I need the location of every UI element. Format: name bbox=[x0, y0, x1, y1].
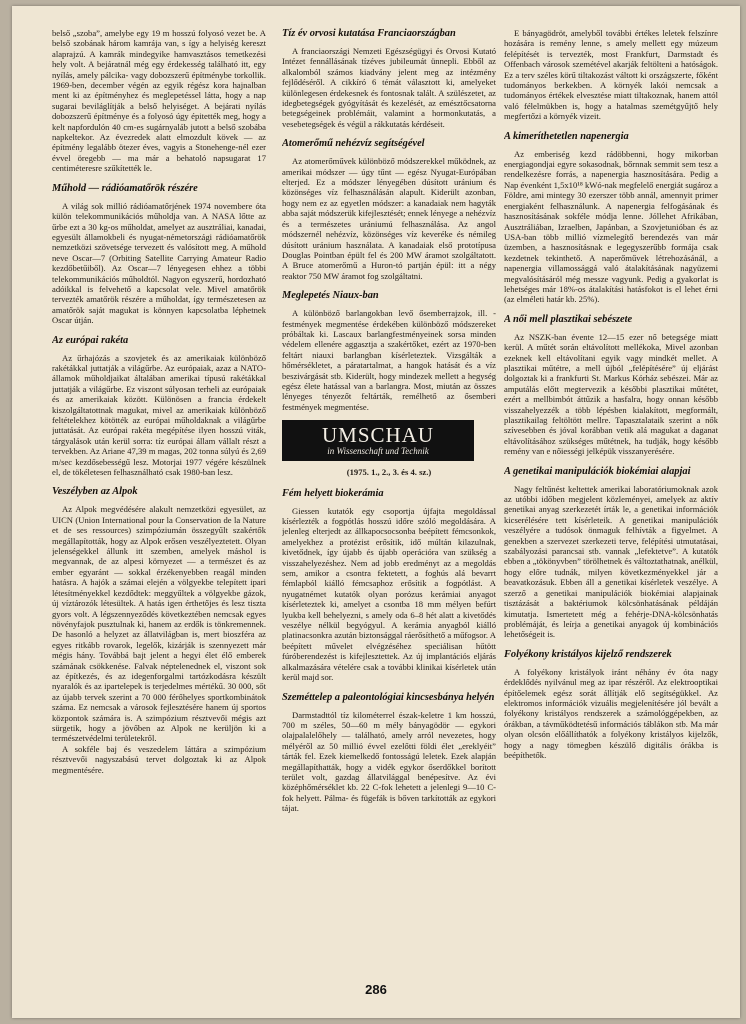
section-heading: Folyékony kristályos kijelző rendszerek bbox=[504, 648, 672, 660]
section-heading: A női mell plasztikai sebészete bbox=[504, 313, 633, 325]
paragraph: A különböző barlangokban levő ősemberrajzok, ill. -festmények megmentése érdekében különböző módszereket próbáltak ki. Lascaux barlangfestményeinek sorsa minden védelem ellenére aggasztja a szakértőket, ezért az 1970-ben feltárt niauxi barlangban kísérleteztek. Vizsgálták a hőmérsékletet, a páratartalmat, a hangok hatását és a víz beszivárgását stb. Kiderült, hogy mindezek mellett a hegység egész élete hatással van a barlangra. Most, miután az összes lényeges tényezőt feltárták, remélhető az ősemberi festmények megmentése. bbox=[282, 308, 496, 412]
paragraph: Giessen kutatók egy csoportja újfajta megoldással kísérlezték a fogpótlás hosszú időre szóló megoldására. A jelenleg elterjedt az állkapocsocsonba beépített fémcsonkok, amelyekhez a protézist erősítik, idő múltán kilazulnak, kivetődnek, így újabb és újabb operációra van szükség a visszahelyezéshez. Nem ad jobb eredményt az a megoldás sem, amikor a csontra fektetett, a foghús alá bevarrt fémlapból kiálló fémcsaphoz erősítik a fogpótlást. A nyugatnémet kutatók olyan porózus kerámiai anyagot kísérleteztek ki, amelyet a csontba 18 mm mélyen befúrt lyukba kell behelyezni, s amely oda 6–8 hét alatt a kivetődés veszélye nélkül begyógyul. A kerámia anyagból kiálló platinacsonkra azután biztonsággal ráerősíthető a műfogsor. A beépített művelet elvégzéséhez speciálisan hűtött fúróberendezést is kifejlesztettek. Az új implantációs eljárás alkalmazására vételére csak a további klinikai kísérletek után kerül majd sor. bbox=[282, 505, 496, 683]
paragraph: Az emberiség kezd rádöbbenni, hogy mikorban energiagondjai egyre sokasodnak, bőrnnak semmit sem tesz a rendelkezésre forrás, a napenergia hasznosítására. Pedig a Nap évenként 1,5x10¹⁸ kWó-nak megfelelő energiát sugároz a Földre, ami mintegy 30 ezerszer több annál, amennyit primer energiaként felhasználunk. A napenergia felfogásának és hasznosításának sokféle módja lenne. Jóllehet Afrikában, Ausztráliában, Izraelben, Japánban, a Szovjetunióban és az USA-ban több millió vízmelegítő berendezés van már üzemben, a hasznosításnak e legegyszerűbb formája csak kezdetnek tekinthető. A naperőművek létrehozásánál, a napenergia villamossággá való átalakításának nagyüzemi megvalósításáról még messze vagyunk. Pedig a gyakorlat is lehetséges már 18%-os átalakítási hatásfokot is el lehet érni (az elméleti határ kb. 25%). bbox=[504, 148, 718, 305]
page-number: 286 bbox=[365, 982, 387, 997]
paragraph: A sokféle baj és veszedelem láttára a szimpózium résztvevői nagyszabású tervet dolgoztak ki az Alpok megmentésére. bbox=[52, 743, 266, 775]
column-left bbox=[52, 28, 266, 968]
section-heading: Veszélyben az Alpok bbox=[52, 486, 138, 498]
paragraph: Az Alpok megvédésére alakult nemzetközi egyesület, az UICN (Union International pour la Conservation de la Nature et de ses ressources) szimpóziumán összegyűlt szakértők megállapították, hogy az Alpok erősen veszélyeztetett. Olyan jelenségekkel állunk itt szemben, amelyek máshol is megvannak, de az alpesi környezet — a természet és az ember egyaránt — sokkal érzékenyebben reagál minden hatásra. A hajók a számai elején a völgyekbe telepített ipari létesítményekkel kezdődtek: meggyűltek a völgyekbe gázok, új víztározók létesültek. A hatás igen érthetőjes és lesz tiszta gyors volt. A légszennyeződés következtében nemcsak egyes növényfajok pusztulnak ki, hanem az erdők is tönkremennek. De hasonló a helyzet az állatvilágban is, mert bioszféra az egyes ritkább rovarok, legelők, kizárják is szennyezett már mégis hány. Továbbá bajt jelent a hegyi élet élő emberek számának csökkenése. Falvak néptelenednek el, viszont sok az építkezés, és az idegenforgalmi tartózkodásra készült nyaralók és az ipartelepek is terjedelmes mértékű. 30 000, sőt az újabb tervek szerint a 70 000 férőhelyes sportkombinátok száma. Ez nemcsak a városok fejlesztésére hanem új sportos központok számára is. A szimpózium résztvevői mégis azt sürgetik, hogy a jövőben az Alpok ne kerüljön ki a természetvédelmi területekről. bbox=[52, 504, 266, 744]
magazine-page bbox=[12, 6, 740, 1018]
issue-reference: (1975. 1., 2., 3. és 4. sz.) bbox=[346, 467, 432, 478]
paragraph: Az űrhajózás a szovjetek és az amerikaiak különböző rakétákkal juttatják a világűrbe. Az európaiak, azaz a NATO-államok műholdjaikat általában amerikai típusú rakétákkal juttatják a világűrbe. Ez viszont súlyosan terheli az európaiak és az amerikaiak között. Különösen a francia érdekelt kiszolgáltatottnak magukat, mivel az amerikaiak különböző feltételekhez kötötték az európai műholdaknak a világűrbe juttatását. Az európai rakéta megépítése ilyen hosszú viták, tárgyalások után kerül sorra: tíz európai állam vállalt részt a tervekben. Az Ariane 47,39 m magas, 202 tonna súlyú és 2,69 m/sec kezdősebességű lesz. Motorjai 1977 végére készülnek el, de tökéletesen felhasználható csak 1980-ban lesz. bbox=[52, 352, 266, 478]
paragraph: Az atomerőművek különböző módszerekkel működnek, az amerikai módszer — úgy tűnt — egész Nyugat-Európában elterjed. Ez a módszer lényegében dúsított uránium és közönséges víz felhasználásán alapult. Kiderült azonban, hogy nem ez az egyetlen módszer: a kanadaiak nem hagyták abba saját módszerük kifejlesztését; ennek lényege a nehézvíz és a természetes urániumú felhasználása. Az angol módszernél nehézvíz, közönséges víz keveréke és némileg dúsított uránium használata. A kanadaiak első prototípusa Douglas Pointban épült fel és 200 MW áramot szolgáltatott. A Bruce atomerőmű a Huron-tó partján épül: itt a négy reaktor 750 MW áramot fog szolgáltatni. bbox=[282, 156, 496, 281]
paragraph: Nagy feltűnést keltettek amerikai laboratóriumoknak azok az utóbbi időben megjelent közleményei, amelyek az aktív genetikai anyag szerkezetét írták le, a genetikai információk kicserélésére tett kísérleteik. A genetikai manipulációk veszélyére a tudósok önmaguk felhívták a figyelmet. A genekben a szervezet szerkezeti terve, felépítési utmutatásai, szabályozási parancsai stb. vannak „lefektetve”. A kutatók ebben a „tökönyvben” törölhetnek és változtathatnak, anélkül, hogy előre tudnák, milyen következményekkel jár a beavatkozásuk. Ebben áll a genetikai kísérletek veszélye. A szerző a genetikai manipulációk biokémiai alapjainak tisztázását a baktériumok kölcsönhatásának példáján kimutatja. Ismertetett még a fehérje-DNA-kölcsönhatás problémáját, és leírja a genetikai anyagok új kombinációs lehetőségeit is. bbox=[504, 483, 718, 640]
column-middle bbox=[282, 28, 496, 968]
section-heading: Műhold — rádióamatőrök részére bbox=[52, 182, 198, 194]
section-heading: Meglepetés Niaux-ban bbox=[282, 290, 379, 302]
section-heading: A genetikai manipulációk biokémiai alapjai bbox=[504, 465, 691, 477]
section-heading: Atomerőmű nehézvíz segítségével bbox=[282, 138, 425, 150]
paragraph: A világ sok millió rádióamatőrjének 1974 novembere óta külön telekommunikációs műholdja van. A NASA lőtte az űrbe ezt a 30 kg-os műholdat, amelyet az ausztráliai, kanadai, egyesült államokbeli és nyugat-németországi rádióamatőrök nemzetközi szövetsége tervezett és valósított meg. A műhold neve Oscar—7 (Orbiting Satellite Carrying Amateur Radio kezdőbetűiből). Az Oscar—7 lényegesen ehhez a többi telekommunikációs műholdtól. Nagyon egyszerű, hordozható adóikkal is felvehető a kapcsolat vele. Mivel amatőrök tervezték amatőrök részére a műholdat, így természetesen az amatőrök saját magukat is könnyen kapcsolatba léphetnek Oscar útján. bbox=[52, 200, 266, 326]
section-heading: Tíz év orvosi kutatása Franciaországban bbox=[282, 28, 456, 39]
logo-subtitle: in Wissenschaft und Technik bbox=[327, 446, 429, 457]
logo-title: UMSCHAU bbox=[321, 423, 435, 448]
paragraph: A franciaországi Nemzeti Egészségügyi és Orvosi Kutató Intézet fennállásának tízéves jubileumát ünnepli. Ebből az alkalomból számos kiadvány jelent meg az intézmény fejlődéséről. A cikkíró 6 témát választott ki, amelyeket különlegesen érdekesnek és fontosnak talált. A szülészetet, az idegbetegségek gyógyítását és kezelését, az emésztőcsatorna betegségeinek problémáit, valamint a hormonkutatás, a vesebetegségek és végül a rákkutatás kérdéseit. bbox=[282, 46, 496, 129]
paragraph: E bányagödröt, amelyből további értékes leletek felszínre hozására is remény lenne, s amely mellett egy múzeum felépítését is tervezték, most Frankfurt, Darmstadt és Offenbach városok szemétével akarják feltölteni a hatóságok. Ez a terv széles körű tiltakozást váltott ki országszerte, főként tudományos berkekben. A környék lakói nemcsak a tudományos értékek elvesztése miatt tiltakoznak, hanem attól való félelmükben is, hogy a hatalmas szemétgyűjtő hely megfertőzi a környék vizeit. bbox=[504, 28, 718, 122]
paragraph: belső „szoba”, amelybe egy 19 m hosszú folyosó vezet be. A belső szobának három kamrája van, s így a helyiség kereszt alaprajzú. A kamrák mindegyike hamvasztásos temetkezési hely volt. A bejáratnál még egy érdekesség található itt, egy nyílás, amely pálcika- vagy dobozszerű építménybe torkollik. 1969-ben, december végén az egyik régész kora hajnalban ment ki az építményhez és meglepetéssel látta, hogy a nap sugarai beviláglítják a belső helyiséget. A bejárati nyílás dobozszerű építménye és a folyosó úgy épitették meg, hogy a kelt napfordulón 40 cm-es sugárnyaláb jutott a belső szobába napkeltekor. Az évezredek alatt elmozdult kövek — az építmény legalább ötezer éves, vagyis a Stonehenge-nél ezer évvel öregebb — ma már a behatoló napsugarat 17 centiméteresre szűkítették le. bbox=[52, 28, 266, 174]
column-right bbox=[504, 28, 718, 968]
paragraph: Darmstadttól tíz kilométerrel észak-keletre 1 km hosszú, 700 m széles, 50—60 m mély bányagödör — egykori olajpalalelőhely — található, amely arról nevezetes, hogy mélyéről az 50 millió évvel ezelőtti földi élet „ereklyéit” tárták fel. Ezek kiemelkedő fontosságú leletek. Ezek alapján megállapíthatták, hogy a vidék egykor őserdőkkel borított terület volt, gazdag állatvilággal benépesítve. Az évi középhőmérséklet kb. 22 C-fok lehetett a jelenlegi 9—10 C-fok helyett. Pálma- és fügefák is bőven tarkították az egykori tájat. bbox=[282, 709, 496, 814]
section-heading: Szeméttelep a paleontológiai kincsesbánya helyén bbox=[282, 691, 495, 703]
section-heading: Az európai rakéta bbox=[52, 334, 129, 346]
paragraph: Az NSZK-ban évente 12—15 ezer nő betegsége miatt kerül. A műtét során eltávolított mellékoka, Mivel azonban ezeknek kell eltávolítani egyik vagy mindkét mellet. A plasztikai műtétre, a mell újból „felépítésére” új eljárást dolgoztak ki a frankfurti St. Markus Kórház sebészei. Már az amputálás előtt megtervezik a későbbi plasztikai műtétet, ezért a mellbimbót áttűzik a hasfalra, hogy onnan később visszahelyezzék a több lépésben kialakított, megformált, plasztikailag feltöltött mellre. Tapasztalataik szerint a nők szívesebben és jóval korábban vetik alá magukat a daganat eltávolításához szükséges műtétnek, ha tudják, hogy később remény van e nőiességi jelképük visszanyerésére. bbox=[504, 331, 718, 457]
section-heading: A kimeríthetetlen napenergia bbox=[504, 130, 629, 142]
paragraph: A folyékony kristályok iránt néhány év óta nagy érdeklődés nyilvánul meg az ipar részéről. Az elektrooptikai építőelemek egész sorát állítják elő segítségükkel. Az elektromos információk vizuális megjelenítésére jól bevált a folyékony kristályos rendszerek a számológgépekben, az órákban, a távműködtetésű információs táblákon stb. Ma már olyan olcsón előállíthatók a folyékony kristályos kijelzők, hogy a nagy tömegben készülő digitális órákba is beépíthetők. bbox=[504, 666, 718, 760]
section-heading: Fém helyett biokerámia bbox=[282, 487, 384, 499]
umschau-logo bbox=[282, 420, 474, 461]
